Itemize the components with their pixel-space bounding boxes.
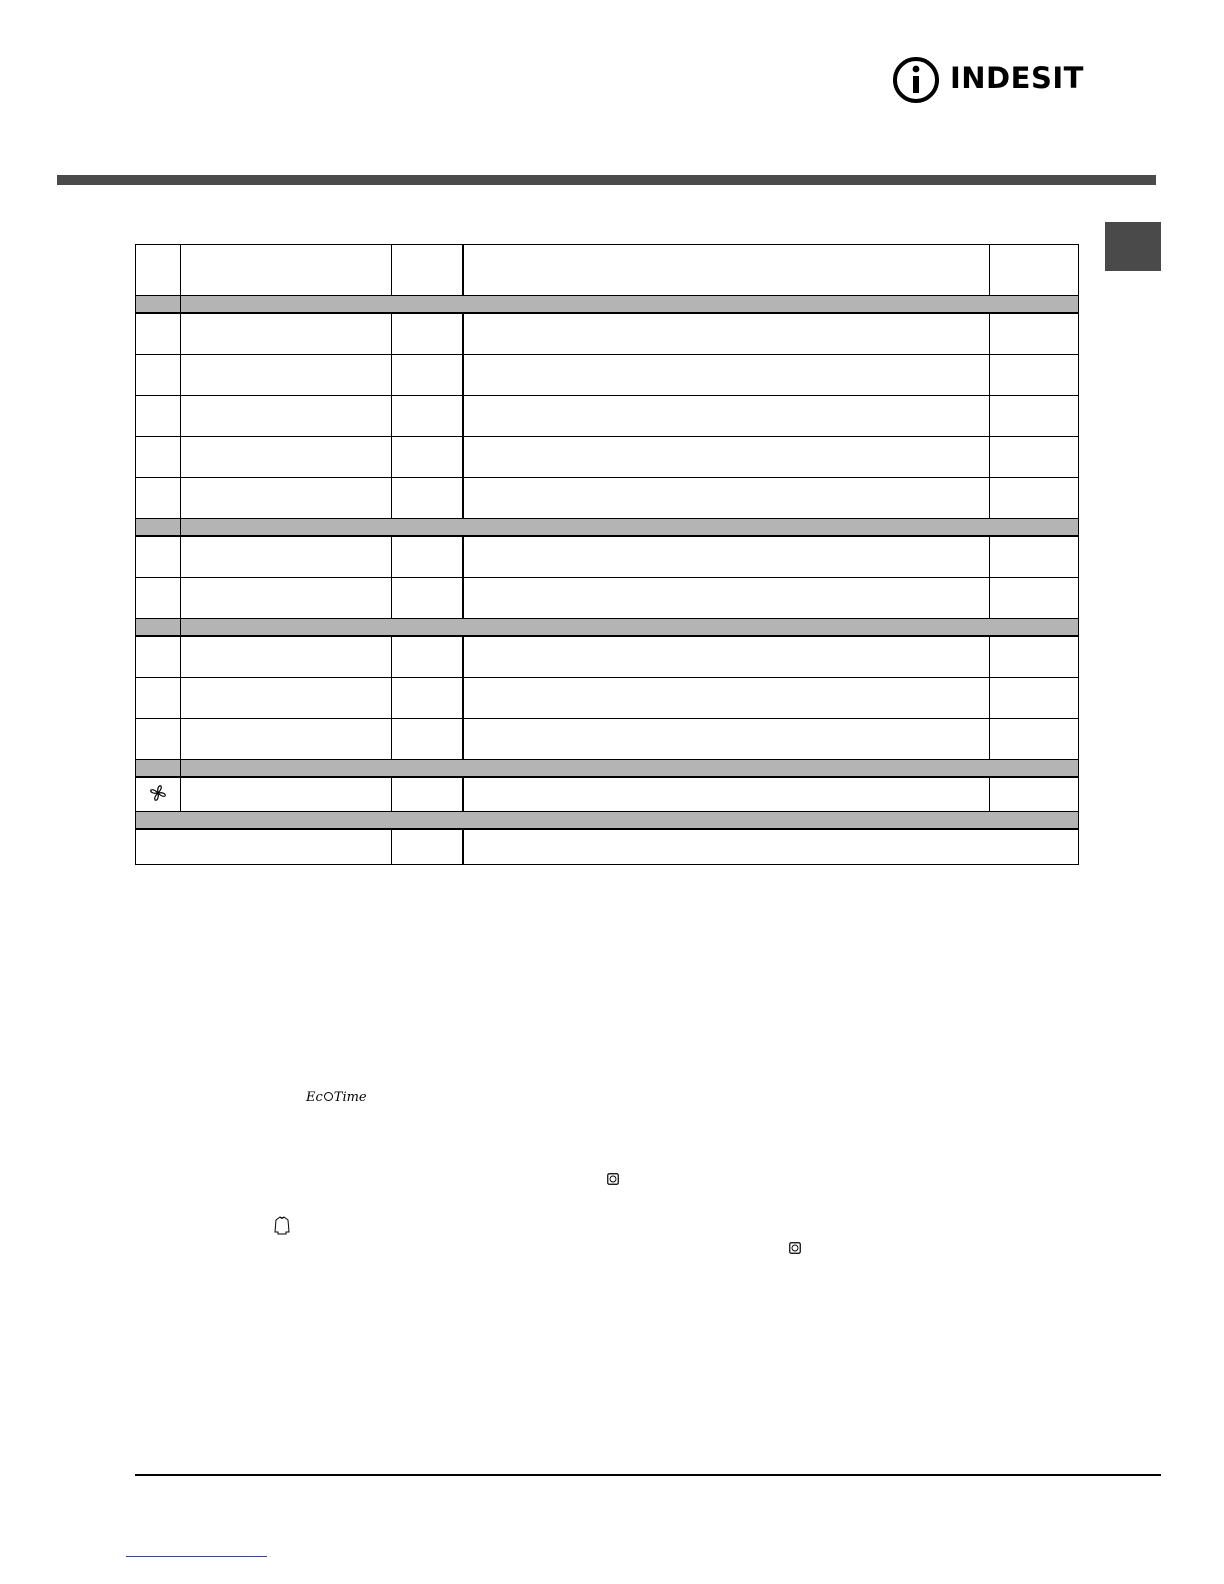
table-cell [463,355,990,396]
section-cell [181,760,1079,778]
table-cell [136,313,181,355]
table-cell [136,437,181,478]
table-cell [392,355,463,396]
section-cell [136,812,1079,830]
table-row [136,829,1079,865]
table-row [136,437,1079,478]
footer-rule [135,1474,1161,1476]
table-cell [463,536,990,578]
table-cell [136,829,392,865]
table-cell [136,678,181,719]
table-cell [392,478,463,519]
header-cell [990,245,1079,296]
section-row [136,619,1079,637]
table-row [136,313,1079,355]
section-cell [136,619,181,637]
header-cell [136,245,181,296]
eco-time-logo [306,1090,367,1105]
table-cell [463,777,990,812]
table-cell [463,719,990,760]
table-cell [181,313,392,355]
section-row [136,296,1079,314]
square-drum-icon [607,1173,619,1185]
table-cell [392,829,463,865]
table-row [136,678,1079,719]
sweater-icon [273,1215,291,1235]
eco-time-part: Time [333,1090,367,1105]
table-cell [463,829,1079,865]
table-cell [463,478,990,519]
section-row [136,760,1079,778]
section-row [136,812,1079,830]
table-cell [990,777,1079,812]
header-cell [463,245,990,296]
table-cell [181,719,392,760]
table-cell [463,396,990,437]
section-cell [136,296,181,314]
section-cell [136,760,181,778]
table-cell [136,355,181,396]
section-cell [181,519,1079,537]
table-cell [463,313,990,355]
section-cell [181,296,1079,314]
table-cell [181,437,392,478]
table-row [136,636,1079,678]
language-tab [1105,222,1161,271]
table-row [136,536,1079,578]
table-cell [392,719,463,760]
table-cell [990,355,1079,396]
header-cell [392,245,463,296]
table-cell [181,536,392,578]
header-cell [181,245,392,296]
brand-wordmark: INDESIT [950,61,1084,95]
table-cell [990,636,1079,678]
table-cell [990,478,1079,519]
table-cell [136,777,181,812]
table-cell [181,355,392,396]
table-cell [463,636,990,678]
table-cell [136,536,181,578]
section-cell [181,619,1079,637]
programme-table [135,244,1079,865]
table-cell [392,437,463,478]
footer-link-underline[interactable] [126,1556,267,1557]
table-cell [463,678,990,719]
table-row [136,478,1079,519]
indesit-logo [892,56,1082,104]
table-cell [990,396,1079,437]
table-cell [181,777,392,812]
table-cell [136,636,181,678]
table-cell [181,578,392,619]
table-header-row [136,245,1079,296]
table-cell [392,636,463,678]
info-i-logo-icon [892,56,940,104]
table-cell [392,536,463,578]
square-drum-icon [789,1242,801,1254]
header-rule [57,175,1156,185]
eco-time-part: Ec [306,1090,323,1105]
eco-time-o-icon [324,1092,333,1101]
table-cell [990,678,1079,719]
table-cell [990,719,1079,760]
table-cell [392,396,463,437]
table-cell [990,578,1079,619]
table-cell [990,313,1079,355]
table-cell [136,719,181,760]
table-cell [392,313,463,355]
table-row [136,719,1079,760]
table-cell [136,478,181,519]
table-cell [392,777,463,812]
table-cell [136,578,181,619]
section-row [136,519,1079,537]
table-row [136,777,1079,812]
table-cell [181,636,392,678]
table-cell [990,437,1079,478]
table-row [136,578,1079,619]
table-cell [181,478,392,519]
table-row [136,396,1079,437]
table-cell [392,578,463,619]
table-cell [181,396,392,437]
section-cell [136,519,181,537]
table-cell [990,536,1079,578]
table-row [136,355,1079,396]
table-cell [392,678,463,719]
table-cell [463,578,990,619]
table-cell [463,437,990,478]
fan-icon [147,782,169,804]
table-cell [136,396,181,437]
table-cell [181,678,392,719]
